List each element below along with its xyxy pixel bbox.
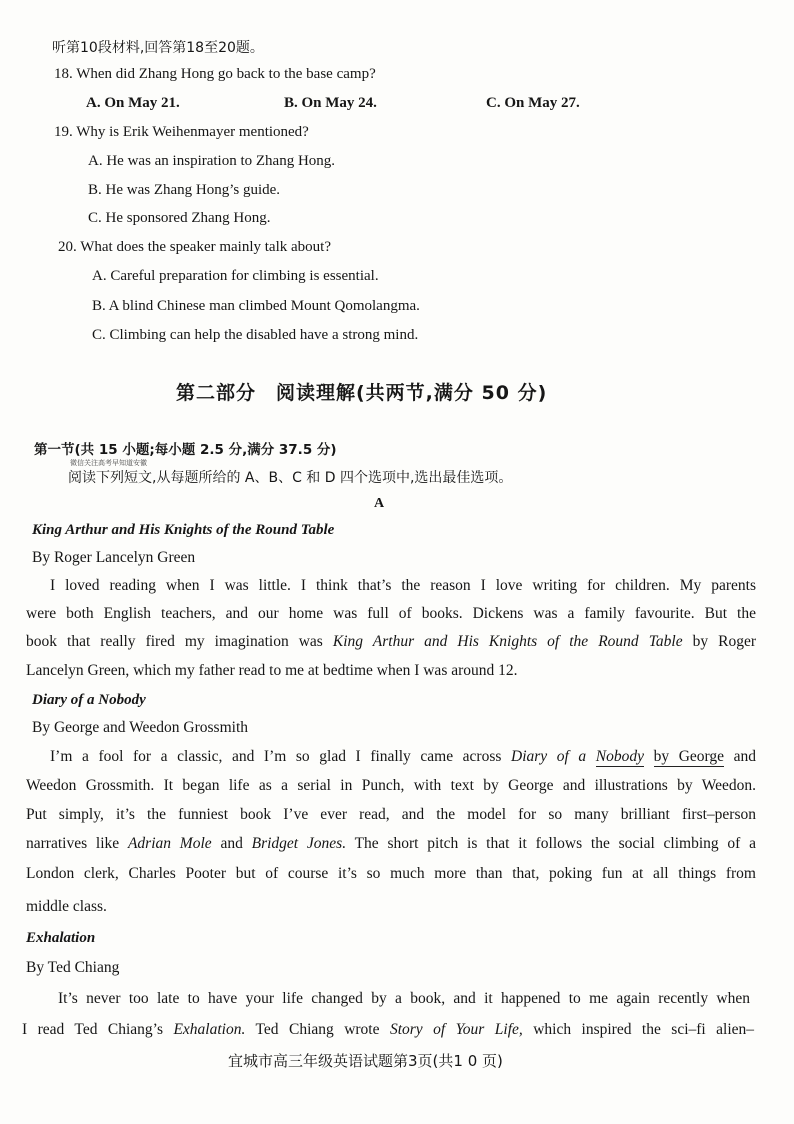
paragraph-line: book that really fired my imagination was King Arthur and His Knights of the Round Table by Roger <box>26 633 757 650</box>
part-two-heading: 第二部分 阅读理解(共两节,满分 50 分) <box>176 382 548 404</box>
reading-directions: 阅读下列短文,从每题所给的 A、B、C 和 D 四个选项中,选出最佳选项。 <box>68 470 513 486</box>
option-18c: C. On May 27. <box>486 95 580 111</box>
listening-instruction: 听第10段材料,回答第18至20题。 <box>52 40 264 56</box>
question-number: 18. <box>54 66 73 82</box>
paragraph-line: I read Ted Chiang’s Exhalation. Ted Chiang wrote Story of Your Life, which inspired the sci–fi alien– <box>22 1021 755 1038</box>
book-title: Exhalation <box>26 930 96 946</box>
book-title: Diary of a Nobody <box>32 692 146 708</box>
section-one-heading: 第一节(共 15 小题;每小题 2.5 分,满分 37.5 分) <box>34 442 337 458</box>
paragraph-line: narratives like Adrian Mole and Bridget Jones. The short pitch is that it follows the social climbing of a <box>26 835 757 852</box>
question-number: 19. <box>54 124 73 140</box>
paragraph-line: Put simply, it’s the funniest book I’ve ever read, and the model for so many brilliant first–person <box>26 806 756 823</box>
underlined-phrase: Nobody <box>595 748 645 765</box>
book-title-inline: King Arthur and His Knights of the Round Table <box>332 633 683 650</box>
question-text: Why is Erik Weihenmayer mentioned? <box>76 124 309 140</box>
paragraph-line: It’s never too late to have your life changed by a book, and it happened to me again recently when <box>58 990 750 1007</box>
paragraph-line: Lancelyn Green, which my father read to me at bedtime when I was around 12. <box>26 662 518 679</box>
watermark-note: 微信关注高考早知道安徽 <box>70 459 147 467</box>
book-author: By Ted Chiang <box>26 959 120 976</box>
question-text: When did Zhang Hong go back to the base camp? <box>76 66 376 82</box>
question-20 <box>58 237 331 257</box>
book-author: By Roger Lancelyn Green <box>32 549 196 566</box>
question-19 <box>54 122 309 142</box>
option-18b: B. On May 24. <box>284 95 377 111</box>
option-19c: C. He sponsored Zhang Hong. <box>88 210 271 226</box>
book-author: By George and Weedon Grossmith <box>32 719 249 736</box>
option-20b: B. A blind Chinese man climbed Mount Qomolangma. <box>92 298 420 314</box>
paragraph-line: London clerk, Charles Pooter but of course it’s so much more than that, poking fun at all things from <box>26 865 756 882</box>
underlined-phrase: by George <box>653 748 725 765</box>
option-19b: B. He was Zhang Hong’s guide. <box>88 182 281 198</box>
question-number: 20. <box>58 239 77 255</box>
paragraph-line: were both English teachers, and our home was full of books. Dickens was a family favourite. But the <box>26 605 756 622</box>
paragraph-line: Weedon Grossmith. It began life as a serial in Punch, with text by George and illustrations by Weedon. <box>26 777 756 794</box>
option-18a: A. On May 21. <box>86 95 180 111</box>
passage-letter: A <box>374 496 385 511</box>
question-text: What does the speaker mainly talk about? <box>80 239 331 255</box>
question-18 <box>54 64 376 84</box>
option-20c: C. Climbing can help the disabled have a strong mind. <box>92 327 419 343</box>
paragraph-line: I’m a fool for a classic, and I’m so glad I finally came across Diary of a Nobody by George and <box>50 748 757 765</box>
book-title: King Arthur and His Knights of the Round Table <box>32 522 335 538</box>
paragraph-line: middle class. <box>26 898 107 915</box>
option-19a: A. He was an inspiration to Zhang Hong. <box>88 153 336 169</box>
option-20a: A. Careful preparation for climbing is essential. <box>92 268 379 284</box>
page-footer: 宜城市高三年级英语试题第3页(共1 0 页) <box>228 1052 503 1070</box>
paragraph-line: I loved reading when I was little. I think that’s the reason I love writing for children. My parents <box>50 577 756 594</box>
